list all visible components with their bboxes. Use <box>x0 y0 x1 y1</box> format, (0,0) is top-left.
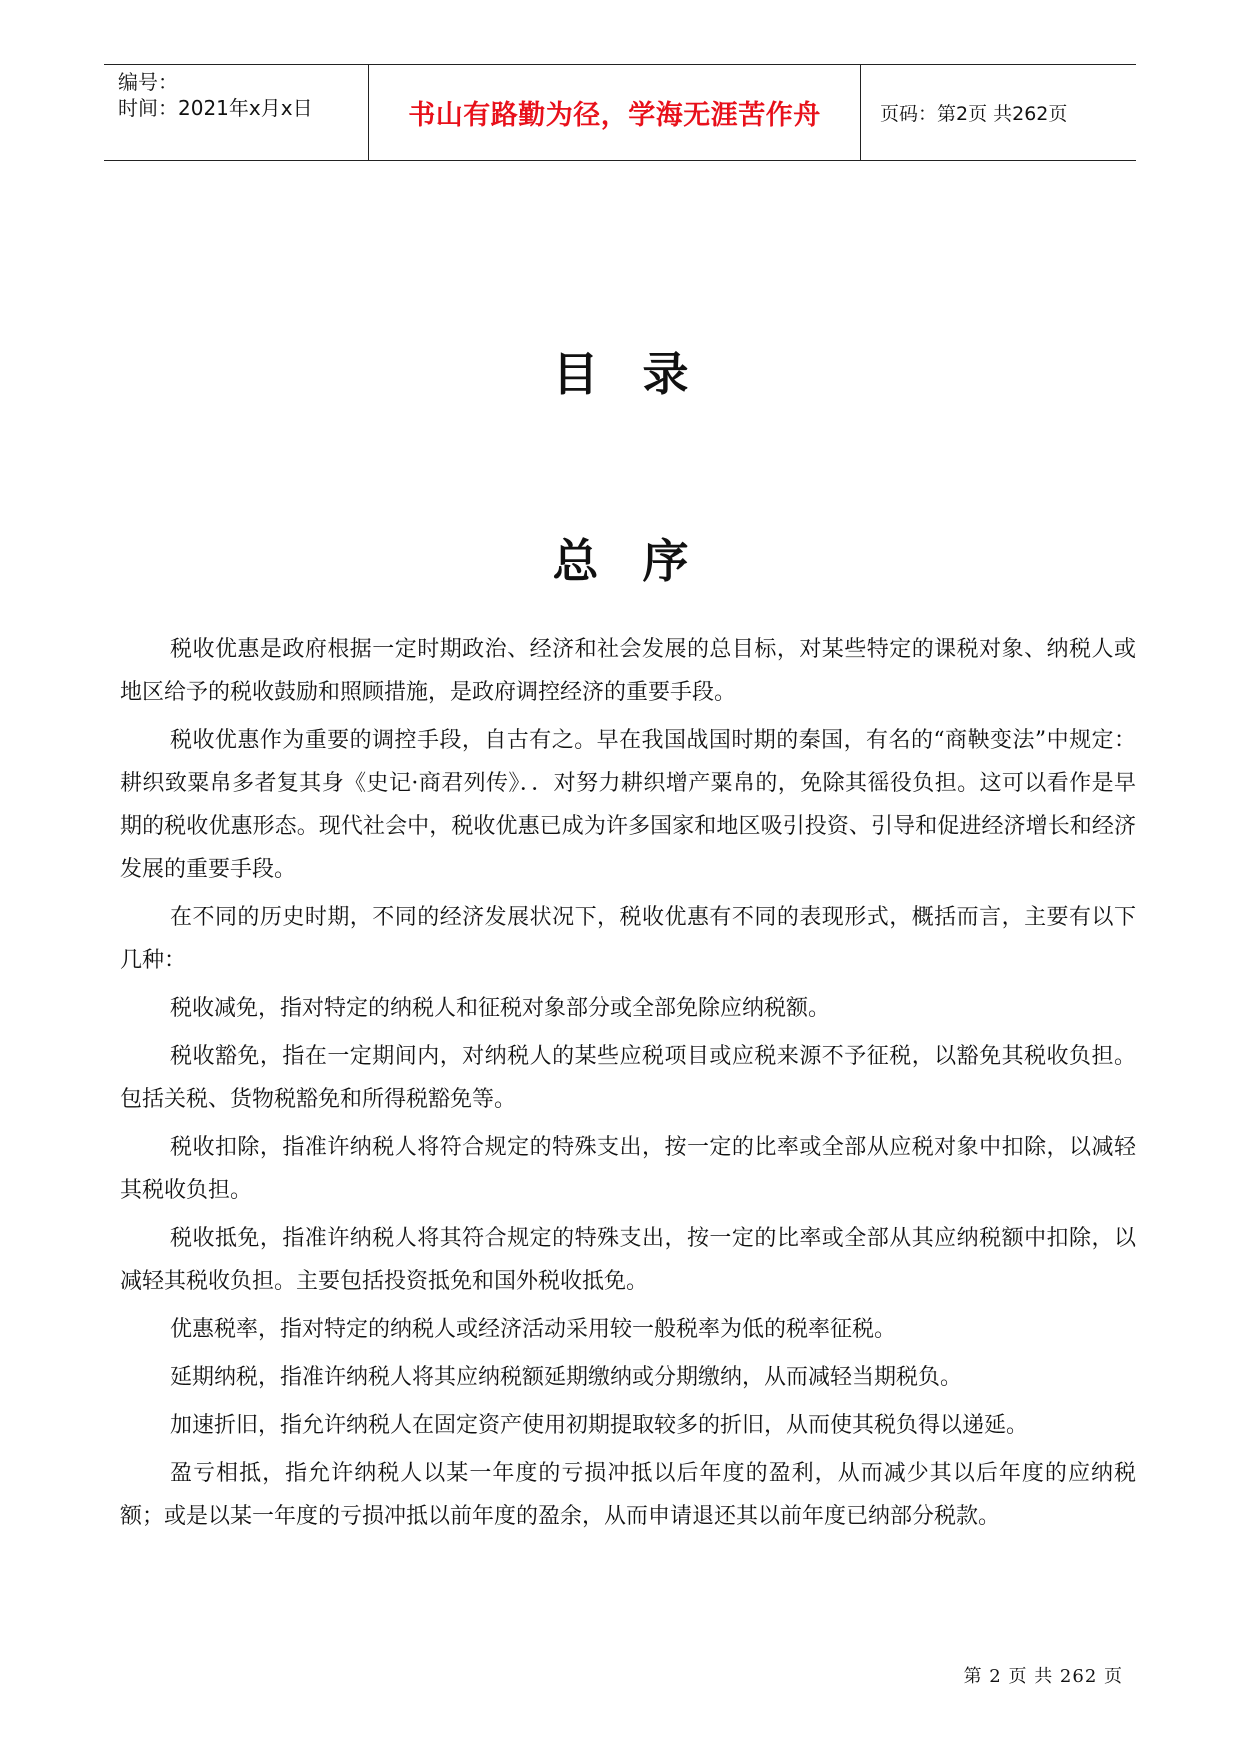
paragraph: 盈亏相抵，指允许纳税人以某一年度的亏损冲抵以后年度的盈利，从而减少其以后年度的应纳税额；或是以某一年度的亏损冲抵以前年度的盈余，从而申请退还其以前年度已纳部分税款。 <box>120 1461 1136 1529</box>
paragraph: 在不同的历史时期，不同的经济发展状况下，税收优惠有不同的表现形式，概括而言，主要有以下几种： <box>120 905 1136 973</box>
time-label: 时间：2021年x月x日 <box>118 96 313 120</box>
paragraph: 税收抵免，指准许纳税人将其符合规定的特殊支出，按一定的比率或全部从其应纳税额中扣除，以减轻其税收负担。主要包括投资抵免和国外税收抵免。 <box>120 1226 1136 1294</box>
header-page-info: 页码：第2页 共262页 <box>880 103 1068 125</box>
header-meta <box>118 69 358 121</box>
toc-title: 目录 <box>552 347 733 401</box>
number-label: 编号： <box>118 70 178 94</box>
section-title: 总序 <box>552 534 733 588</box>
paragraph: 税收优惠是政府根据一定时期政治、经济和社会发展的总目标，对某些特定的课税对象、纳税人或地区给予的税收鼓励和照顾措施，是政府调控经济的重要手段。 <box>120 637 1136 705</box>
page-footer: 第 2 页 共 262 页 <box>963 1666 1123 1687</box>
paragraph: 税收减免，指对特定的纳税人和征税对象部分或全部免除应纳税额。 <box>170 996 831 1021</box>
paragraph: 加速折旧，指允许纳税人在固定资产使用初期提取较多的折旧，从而使其税负得以递延。 <box>170 1413 1029 1438</box>
paragraph: 税收优惠作为重要的调控手段，自古有之。早在我国战国时期的秦国，有名的“商鞅变法”中规定：耕织致粟帛多者复其身《史记·商君列传》．．对努力耕织增产粟帛的，免除其徭役负担。这可以看作是早期的税收优惠形态。现代社会中，税收优惠已成为许多国家和地区吸引投资、引导和促进经济增长和经济发展的重要手段。 <box>120 728 1136 882</box>
paragraph: 税收豁免，指在一定期间内，对纳税人的某些应税项目或应税来源不予征税，以豁免其税收负担。包括关税、货物税豁免和所得税豁免等。 <box>120 1044 1136 1112</box>
header-motto: 书山有路勤为径，学海无涯苦作舟 <box>408 100 821 131</box>
body-text <box>120 628 1136 1543</box>
header-divider <box>860 65 861 160</box>
paragraph: 延期纳税，指准许纳税人将其应纳税额延期缴纳或分期缴纳，从而减轻当期税负。 <box>170 1365 963 1390</box>
page-header <box>104 64 1136 161</box>
paragraph: 税收扣除，指准许纳税人将符合规定的特殊支出，按一定的比率或全部从应税对象中扣除，以减轻其税收负担。 <box>120 1135 1136 1203</box>
paragraph: 优惠税率，指对特定的纳税人或经济活动采用较一般税率为低的税率征税。 <box>170 1317 897 1342</box>
